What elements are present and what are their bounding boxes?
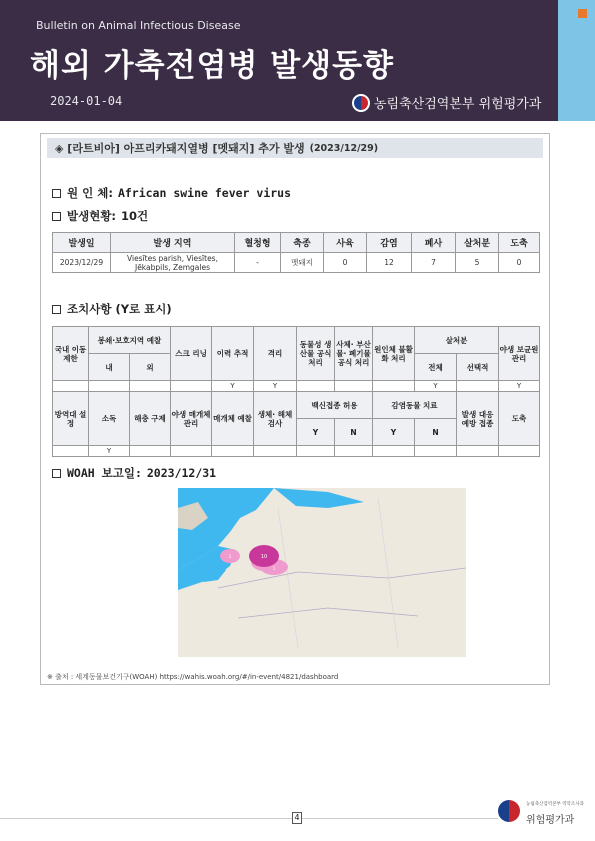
header-emergency-vaccination: 발생 대응 예방 접종 — [457, 392, 499, 446]
table-cell: 멧돼지 — [281, 253, 324, 273]
subheader-selective: 선택적 — [457, 354, 499, 381]
section-title-bar — [47, 138, 543, 158]
header-pest-control: 해충 구제 — [130, 392, 171, 446]
col-header: 발생일 — [53, 233, 111, 253]
header-ante-post-mortem: 생체· 해체 검사 — [254, 392, 297, 446]
footer-rule — [0, 818, 498, 819]
table-cell — [499, 446, 540, 457]
bulletin-series: Bulletin on Animal Infectious Disease — [36, 19, 241, 32]
table-cell: 5 — [456, 253, 499, 273]
table-cell — [130, 381, 171, 392]
col-header: 폐사 — [412, 233, 456, 253]
header-vector-surveillance: 매개체 예찰 — [212, 392, 254, 446]
measures-table — [52, 326, 540, 457]
table-cell — [89, 381, 130, 392]
section-title: ◈ [라트비아] 아프리카돼지열병 [멧돼지] 추가 발생 — [55, 142, 305, 155]
checkbox-square-icon — [52, 305, 61, 314]
header-screening: 스크 리닝 — [171, 327, 212, 381]
subheader-total: 전체 — [415, 354, 457, 381]
table-cell: 2023/12/29 — [53, 253, 111, 273]
agency-logo-icon — [352, 94, 370, 112]
table-cell — [297, 446, 335, 457]
page-number: 4 — [292, 812, 302, 824]
table-row — [53, 381, 540, 392]
table-cell: Y — [212, 381, 254, 392]
footer-division: 위험평가과 — [526, 815, 575, 826]
subheader-no: N — [335, 419, 373, 446]
subheader-outside: 외 — [130, 354, 171, 381]
subheader-inside: 내 — [89, 354, 130, 381]
table-cell: 7 — [412, 253, 456, 273]
table-cell: Viesītes parish, Viesītes, Jēkabpils, Zemgales — [111, 253, 235, 273]
measures-line — [52, 301, 172, 317]
table-header-row — [53, 233, 540, 253]
header-inactivation: 원인체 불활화 처리 — [373, 327, 415, 381]
table-cell: Y — [499, 381, 540, 392]
table-cell — [373, 446, 415, 457]
subheader-yes: Y — [297, 419, 335, 446]
woah-line — [52, 465, 216, 481]
outbreak-table — [52, 232, 540, 273]
header-domestic-restriction: 국내 이동 제한 — [53, 327, 89, 381]
header-carcass-disposal: 사체· 부산물· 폐기물 공식 처리 — [335, 327, 373, 381]
header-zoning: 방역대 설정 — [53, 392, 89, 446]
header-quarantine: 격리 — [254, 327, 297, 381]
header-treatment: 감염동물 치료 — [373, 392, 457, 419]
footer-logo-icon — [498, 800, 520, 822]
col-header: 사육 — [324, 233, 367, 253]
table-row — [53, 446, 540, 457]
col-header: 도축 — [499, 233, 540, 253]
table-cell: Y — [89, 446, 130, 457]
table-cell — [130, 446, 171, 457]
table-cell — [53, 381, 89, 392]
section-date: (2023/12/29) — [309, 142, 379, 154]
table-cell — [373, 381, 415, 392]
table-cell: 12 — [367, 253, 412, 273]
status-line — [52, 208, 148, 224]
header-accent — [558, 0, 595, 121]
map-cluster-label: 1 — [272, 566, 276, 571]
header-animal-product-disposal: 동물성 생산물 공식 처리 — [297, 327, 335, 381]
status-label: 발생현황: — [67, 209, 117, 223]
measures-label: 조치사항 (Y로 표시) — [67, 302, 172, 316]
col-header: 축종 — [281, 233, 324, 253]
cause-label: 원 인 체: — [67, 186, 113, 200]
cause-value: African swine fever virus — [117, 186, 292, 200]
map-cluster-label: 10 — [260, 554, 268, 560]
map-svg — [178, 488, 466, 657]
org-badge — [352, 93, 541, 112]
table-cell: 0 — [324, 253, 367, 273]
table-cell — [415, 446, 457, 457]
checkbox-square-icon — [52, 469, 61, 478]
cause-line — [52, 185, 291, 201]
table-cell — [171, 446, 212, 457]
table-cell: Y — [254, 381, 297, 392]
checkbox-square-icon — [52, 189, 61, 198]
subheader-no: N — [415, 419, 457, 446]
col-header: 살처분 — [456, 233, 499, 253]
col-header: 혈청형 — [235, 233, 281, 253]
woah-label: WOAH 보고일: — [67, 466, 142, 480]
table-cell — [53, 446, 89, 457]
subheader-yes: Y — [373, 419, 415, 446]
header-tracing: 이력 추적 — [212, 327, 254, 381]
header-stamping-out: 살처분 — [415, 327, 499, 354]
table-cell — [254, 446, 297, 457]
table-cell — [335, 381, 373, 392]
header-vaccination-allowed: 백신접종 허용 — [297, 392, 373, 419]
org-name: 농림축산검역본부 위험평가과 — [374, 97, 542, 112]
outbreak-map — [178, 488, 466, 657]
header-wildlife-control: 야생 보균원 관리 — [499, 327, 540, 381]
table-cell: - — [235, 253, 281, 273]
table-cell — [171, 381, 212, 392]
page-title: 해외 가축전염병 발생동향 — [30, 48, 394, 84]
table-row — [53, 253, 540, 273]
header-zone-surveillance: 봉쇄·보호지역 예찰 — [89, 327, 171, 354]
header-slaughter: 도축 — [499, 392, 540, 446]
col-header: 감염 — [367, 233, 412, 253]
table-cell: 0 — [499, 253, 540, 273]
woah-date: 2023/12/31 — [146, 466, 217, 480]
table-cell: Y — [415, 381, 457, 392]
table-cell — [335, 446, 373, 457]
map-cluster-label: 1 — [228, 554, 232, 559]
header-disinfection: 소독 — [89, 392, 130, 446]
table-cell — [297, 381, 335, 392]
footer-org: 농림축산검역본부 역학조사과 — [526, 802, 584, 807]
table-cell — [212, 446, 254, 457]
table-cell — [457, 446, 499, 457]
header-wild-vector-control: 야생 매개체 관리 — [171, 392, 212, 446]
source-note: ※ 출처 : 세계동물보건기구(WOAH) https://wahis.woah.org/#/in-event/4821/dashboard — [47, 673, 339, 681]
issue-date: 2024-01-04 — [50, 94, 123, 108]
status-value: 10건 — [121, 209, 149, 223]
corner-square — [578, 9, 587, 18]
col-header: 발생 지역 — [111, 233, 235, 253]
table-cell — [457, 381, 499, 392]
checkbox-square-icon — [52, 212, 61, 221]
